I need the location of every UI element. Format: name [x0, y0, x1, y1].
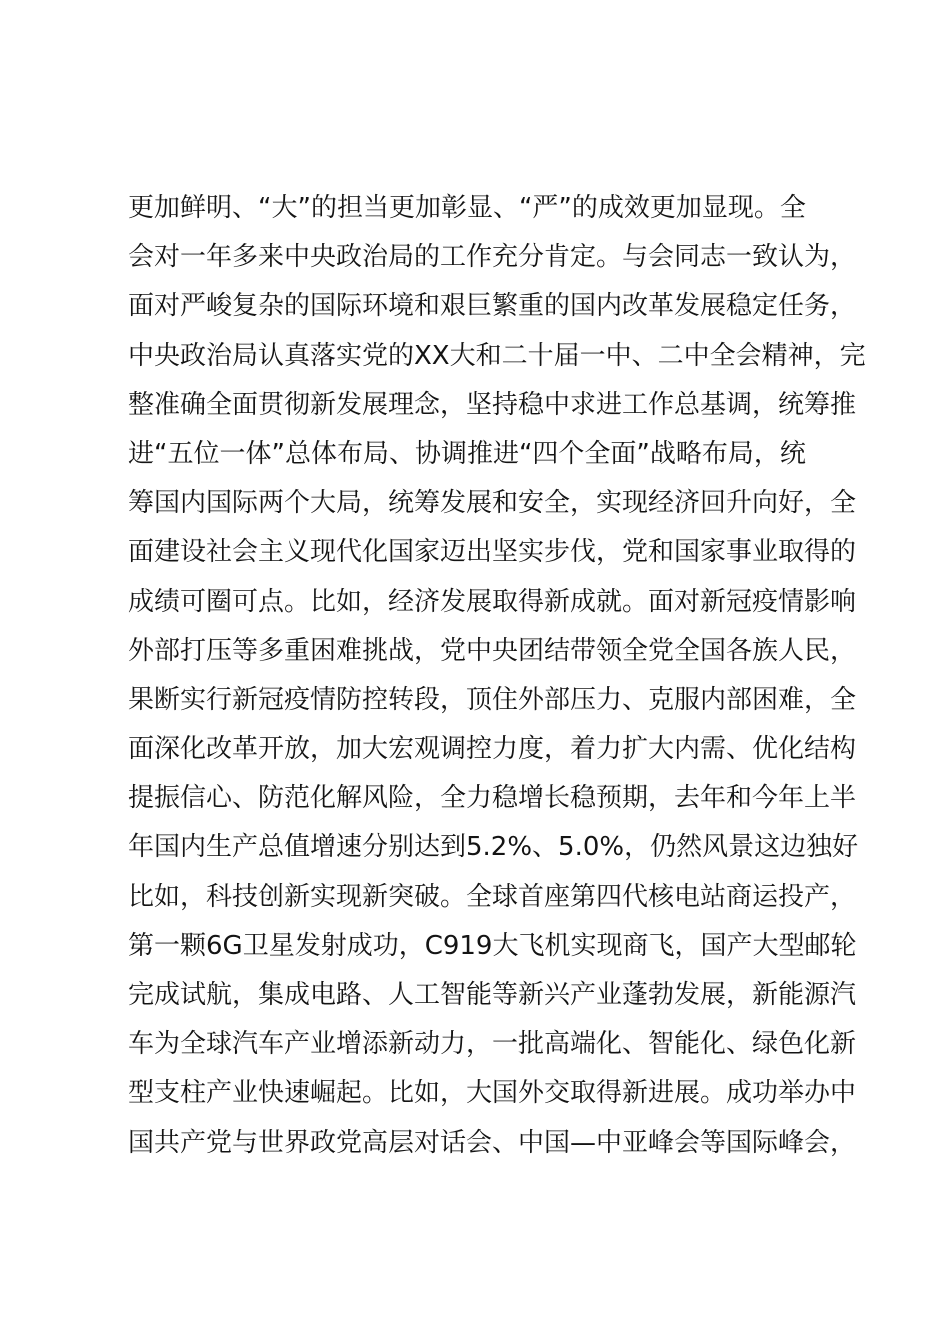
- text-line: 中央政治局认真落实党的XX大和二十届一中、二中全会精神，完: [128, 340, 866, 371]
- text-line: 面对严峻复杂的国际环境和艰巨繁重的国内改革发展稳定任务，: [128, 291, 857, 322]
- text-line: 提振信心、防范化解风险，全力稳增长稳预期，去年和今年上半: [128, 783, 857, 814]
- text-line: 面建设社会主义现代化国家迈出坚实步伐，党和国家事业取得的: [128, 537, 857, 568]
- text-line: 整准确全面贯彻新发展理念，坚持稳中求进工作总基调，统筹推: [128, 389, 857, 420]
- text-line: 国共产党与世界政党高层对话会、中国—中亚峰会等国际峰会，: [128, 1127, 857, 1158]
- body-paragraph: [128, 184, 866, 1168]
- text-line: 比如，科技创新实现新突破。全球首座第四代核电站商运投产，: [128, 881, 857, 912]
- text-line: 第一颗6G卫星发射成功，C919大飞机实现商飞，国产大型邮轮: [128, 930, 857, 961]
- text-line: 外部打压等多重困难挑战，党中央团结带领全党全国各族人民，: [128, 635, 857, 666]
- text-line: 成绩可圈可点。比如，经济发展取得新成就。面对新冠疫情影响: [128, 586, 857, 617]
- text-line: 面深化改革开放，加大宏观调控力度，着力扩大内需、优化结构: [128, 734, 857, 765]
- text-line: 型支柱产业快速崛起。比如，大国外交取得新进展。成功举办中: [128, 1078, 857, 1109]
- text-line: 果断实行新冠疫情防控转段，顶住外部压力、克服内部困难，全: [128, 684, 857, 715]
- text-line: 更加鲜明、“大”的担当更加彰显、“严”的成效更加显现。全: [128, 193, 806, 223]
- text-line: 进“五位一体”总体布局、协调推进“四个全面”战略布局，统: [128, 438, 806, 469]
- text-line: 筹国内国际两个大局，统筹发展和安全，实现经济回升向好，全: [128, 488, 857, 519]
- text-line: 完成试航，集成电路、人工智能等新兴产业蓬勃发展，新能源汽: [128, 980, 857, 1010]
- text-line: 年国内生产总值增速分别达到5.2%、5.0%，仍然风景这边独好: [128, 832, 859, 863]
- text-line: 会对一年多来中央政治局的工作充分肯定。与会同志一致认为，: [128, 242, 857, 273]
- text-line: 车为全球汽车产业增添新动力，一批高端化、智能化、绿色化新: [128, 1029, 857, 1060]
